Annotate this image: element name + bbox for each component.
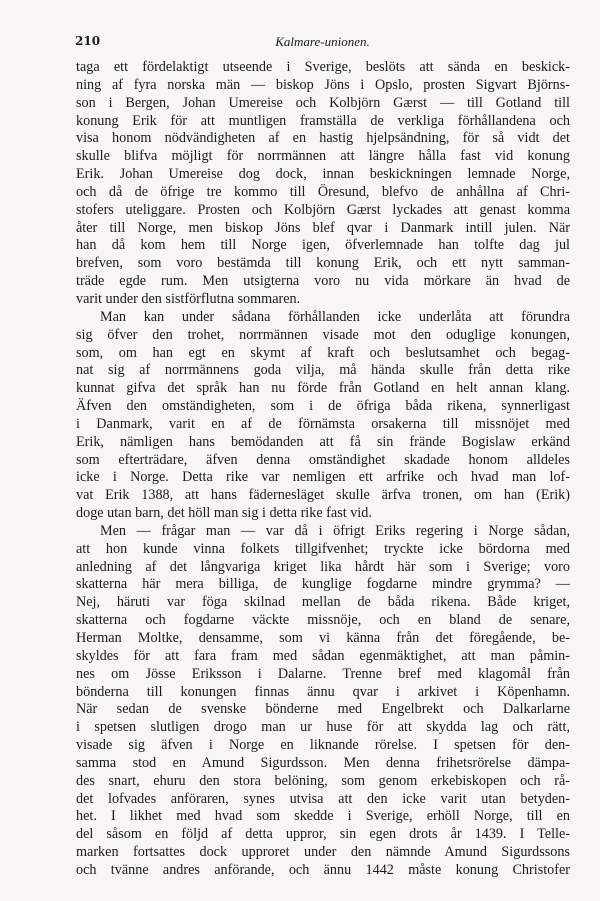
text-line-43: het. I likhet med hvad som skedde i Sverige, erhöll Norge, till en xyxy=(76,808,570,825)
text-line-2: ning af fyra norska män — biskop Jöns i Opslo, prosten Sigvart Björns- xyxy=(76,76,570,93)
text-line-8: och då de öfrige tre kommo till Öresund, blefvo de anhållna af Chri- xyxy=(76,183,570,200)
text-line-45: marken fortsattes dock upproret under den nämnde Amund Sigurdssons xyxy=(76,844,570,861)
text-line-5: visa honom nödvändigheten af en hastig hjelpsändning, för så vidt det xyxy=(76,130,570,147)
text-line-4: konung Erik för att muntligen framställa de verkliga förhållandena och xyxy=(76,112,570,129)
text-line-27: Men — frågar man — var då i öfrigt Eriks regering i Norge sådan, xyxy=(100,522,570,539)
text-line-7: Erik. Johan Umereise dog dock, innan beskickningen lemnade Norge, xyxy=(76,166,570,183)
page-header xyxy=(75,34,570,52)
text-line-3: son i Bergen, Johan Umereise och Kolbjörn Gærst — till Gotland till xyxy=(76,94,570,111)
body-text xyxy=(76,59,570,880)
text-line-6: skulle blifva möjligt för norrmännen att längre hålla fast vid konung xyxy=(76,148,570,165)
page-number: 210 xyxy=(75,34,101,48)
text-line-15: Man kan under sådana förhållanden icke underlåta att förundra xyxy=(100,308,570,325)
text-line-39: visade sig äfven i Norge en liknande rörelse. I spetsen för den- xyxy=(76,737,570,754)
text-line-19: kunnat gifva det språk han nu förde från Gotland en helt annan klang. xyxy=(76,380,570,397)
text-line-41: des snart, ehuru den stora belöning, som genom erkebiskopen och rå- xyxy=(76,772,570,789)
text-line-23: som efterträdare, äfven denna omständighet skadade honom alldeles xyxy=(76,451,570,468)
text-line-44: del såsom en följd af detta uppror, sin egen drots år 1439. I Telle- xyxy=(76,826,570,843)
text-line-42: det lofvades anföraren, synes utvisa att den icke varit utan betyden- xyxy=(76,790,570,807)
text-line-21: i Danmark, varit en af de förnämsta orsakerna till missnöjet med xyxy=(76,415,570,432)
text-line-24: icke i Norge. Detta rike var nemligen ett arfrike och hvad man lof- xyxy=(76,469,570,486)
text-line-11: han då kom hem till Norge igen, öfverlemnade han tolfte dag jul xyxy=(76,237,570,254)
text-line-10: åter till Norge, men biskop Jöns blef qvar i Danmark intill julen. När xyxy=(76,219,570,236)
text-line-12: brefven, som voro bestämda till konung Erik, och ett nytt samman- xyxy=(76,255,570,272)
text-line-16: sig öfver den trohet, norrmännen visade mot den oduglige konungen, xyxy=(76,326,570,343)
text-line-31: Nej, häruti var föga skilnad mellan de båda rikena. Både kriget, xyxy=(76,594,570,611)
text-line-9: stofers uteliggare. Prosten och Kolbjörn Gærst lyckades att genast komma xyxy=(76,201,570,218)
text-line-1: taga ett fördelaktigt utseende i Sverige, beslöts att sända en beskick- xyxy=(76,59,570,75)
text-line-33: Herman Moltke, densamme, som vi känna från det föregående, be- xyxy=(76,630,570,646)
text-line-28: att hon kunde vinna folkets tillgifvenhet; tryckte icke bördorna med xyxy=(76,540,570,557)
text-line-35: nes om Jösse Eriksson i Dalarne. Trenne bref med klagomål från xyxy=(76,665,570,682)
text-line-40: samma stod en Amund Sigurdsson. Men denna frihetsrörelse dämpa- xyxy=(76,754,570,771)
text-line-26: doge utan barn, det höll man sig i detta rike fast vid. xyxy=(76,505,372,522)
text-line-37: När sedan de svenske bönderne med Engelbrekt och Dalkarlarne xyxy=(76,701,570,718)
text-line-29: anledning af det långvariga kriget lika hårdt här som i Sverige; voro xyxy=(76,558,570,575)
text-line-13: träde egde rum. Men utsigterna voro nu vida mörkare än hvad de xyxy=(76,273,570,290)
text-line-14: varit under den sistförflutna sommaren. xyxy=(76,290,301,307)
running-head: Kalmare-unionen. xyxy=(275,34,370,49)
text-line-30: skatterna här mera billiga, de kunglige fogdarne mindre grymma? — xyxy=(76,576,570,593)
text-line-36: bönderna till konungen finnas ännu qvar i arkivet i Köpenhamn. xyxy=(76,683,570,700)
text-line-38: i spetsen slutligen drogo man ur huse för att skydda lag och rätt, xyxy=(76,719,570,736)
text-line-17: som, om han egt en skymt af kraft och beslutsamhet och begag- xyxy=(76,344,570,361)
text-line-22: Erik, nämligen hans bemödanden att få sin frände Bogislaw erkänd xyxy=(76,433,570,450)
text-line-32: skatterna och fogdarne väckte missnöje, och en bland de senare, xyxy=(76,612,570,629)
text-line-46: och tvänne andres anförande, och ännu 1442 måste konung Christofer xyxy=(76,861,570,878)
text-line-25: vat Erik 1388, att hans fädernesläget skulle ärfva tronen, om han (Erik) xyxy=(76,487,570,504)
text-line-34: skyldes för att fara fram med sådan egenmäktighet, att man påmin- xyxy=(76,647,570,664)
text-line-20: Äfven den omständigheten, som i de öfriga båda rikena, synnerligast xyxy=(76,398,570,415)
text-line-18: nat sig af norrmännens goda vilja, må hända skulle från detta rike xyxy=(76,362,570,379)
